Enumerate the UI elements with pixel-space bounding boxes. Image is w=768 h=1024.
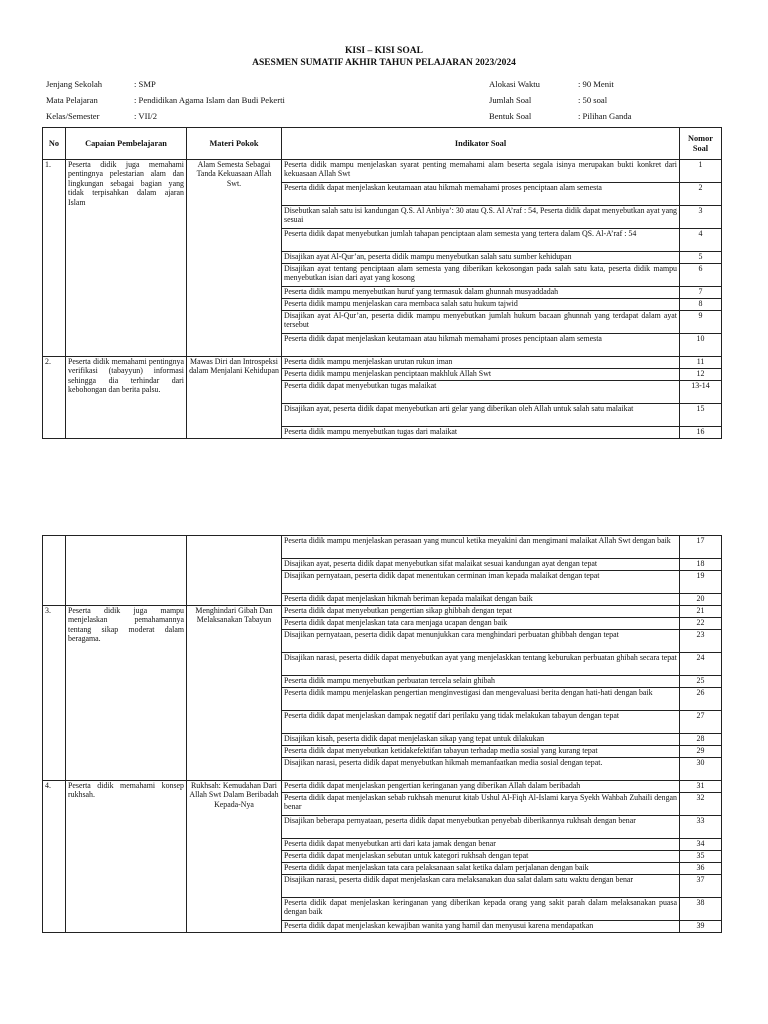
nomor-cell: 38	[680, 898, 722, 921]
indikator-cell: Peserta didik dapat menjelaskan sebab rukhsah menurut kitab Ushul Al-Fiqh Al-Islami karya Syekh Wahbah Zuhaili dengan benar	[282, 793, 680, 816]
capaian-cell	[66, 536, 187, 606]
page-1	[0, 0, 768, 470]
kisi-table-page-1	[42, 127, 722, 439]
meta-row	[46, 108, 446, 124]
indikator-cell: Peserta didik mampu menjelaskan perasaan yang muncul ketika meyakini dan mengimani malaikat Allah Swt dengan baik	[282, 536, 680, 559]
nomor-cell: 1	[680, 160, 722, 183]
header-capaian: Capaian Pembelajaran	[66, 128, 187, 160]
indikator-cell: Disajikan ayat Al-Qur’an, peserta didik mampu menyebutkan jumlah hukum bacaan ghunnah yang terdapat dalam ayat tersebut	[282, 311, 680, 334]
indikator-cell: Peserta didik dapat menjelaskan kewajiban wanita yang hamil dan menyusui karena mendapatkan	[282, 921, 680, 933]
nomor-cell: 26	[680, 688, 722, 711]
nomor-cell: 30	[680, 758, 722, 781]
nomor-cell: 37	[680, 875, 722, 898]
indikator-cell: Peserta didik dapat menyebutkan jumlah tahapan penciptaan alam semesta yang tertera dalam QS. Al-A’raf : 54	[282, 229, 680, 252]
nomor-cell: 25	[680, 676, 722, 688]
materi-cell: Menghindari Gibah Dan Melaksanakan Tabayun	[187, 606, 282, 781]
materi-cell	[187, 536, 282, 606]
meta-left	[46, 76, 446, 124]
nomor-cell: 10	[680, 334, 722, 357]
indikator-cell: Disajikan kisah, peserta didik dapat menjelaskan sikap yang tepat untuk dilakukan	[282, 734, 680, 746]
nomor-cell: 13-14	[680, 381, 722, 404]
indikator-cell: Disajikan narasi, peserta didik dapat menyebutkan hikmah memanfaatkan media sosial dengan tepat.	[282, 758, 680, 781]
header-indikator: Indikator Soal	[282, 128, 680, 160]
meta-label: Alokasi Waktu	[489, 79, 540, 89]
nomor-cell: 22	[680, 618, 722, 630]
nomor-cell: 20	[680, 594, 722, 606]
table-header-row	[43, 128, 722, 160]
indikator-cell: Disajikan ayat, peserta didik dapat menyebutkan arti gelar yang diberikan oleh Allah untuk salah satu malaikat	[282, 404, 680, 427]
page-2	[0, 500, 768, 1024]
indikator-cell: Peserta didik dapat menjelaskan keringanan yang diberikan kepada orang yang sakit parah dalam melaksanakan puasa dengan baik	[282, 898, 680, 921]
header-nomor: Nomor Soal	[680, 128, 722, 160]
indikator-cell: Disajikan ayat Al-Qur’an, peserta didik mampu menyebutkan salah satu sumber kehidupan	[282, 252, 680, 264]
nomor-cell: 27	[680, 711, 722, 734]
indikator-cell: Disajikan narasi, peserta didik dapat menjelaskan cara melaksanakan dua salat dalam satu waktu dengan benar	[282, 875, 680, 898]
indikator-cell: Peserta didik mampu menyebutkan tugas dari malaikat	[282, 427, 680, 439]
indikator-cell: Peserta didik dapat menjelaskan tata cara pelaksanaan salat ketika dalam perjalanan dengan baik	[282, 863, 680, 875]
indikator-cell: Peserta didik dapat menyebutkan pengertian sikap ghibbah dengan tepat	[282, 606, 680, 618]
row-number: 1.	[43, 160, 66, 357]
nomor-cell: 4	[680, 229, 722, 252]
meta-row	[46, 92, 446, 108]
meta-label: Kelas/Semester	[46, 111, 100, 121]
meta-label: Bentuk Soal	[489, 111, 532, 121]
indikator-cell: Disajikan beberapa pernyataan, peserta didik dapat menyebutkan penyebab diberikannya rukhsah dengan benar	[282, 816, 680, 839]
document-subtitle: ASESMEN SUMATIF AKHIR TAHUN PELAJARAN 2023/2024	[252, 58, 516, 68]
indikator-cell: Disajikan pernyataan, peserta didik dapat menentukan cerminan iman kepada malaikat dengan tepat	[282, 571, 680, 594]
meta-row	[489, 108, 719, 124]
nomor-cell: 35	[680, 851, 722, 863]
capaian-cell: Peserta didik juga memahami pentingnya pelestarian alam dan lingkungan sebagai bagian yang tidak terpisahkan dalam ajaran Islam	[66, 160, 187, 357]
table-body	[43, 536, 722, 933]
meta-label: Jenjang Sekolah	[46, 79, 103, 89]
nomor-cell: 7	[680, 287, 722, 299]
indikator-cell: Disajikan narasi, peserta didik dapat menyebutkan ayat yang menjelaskkan tentang keburukan perbuatan ghibah secara tepat	[282, 653, 680, 676]
meta-value: : VII/2	[134, 111, 157, 121]
indikator-cell: Peserta didik dapat menyebutkan ketidakefektifan tabayun terhadap media sosial yang kurang tepat	[282, 746, 680, 758]
indikator-cell: Peserta didik dapat menjelaskan keutamaan atau hikmah memahami proses penciptaan alam semesta	[282, 183, 680, 206]
table-body	[43, 160, 722, 439]
nomor-cell: 39	[680, 921, 722, 933]
table-row	[43, 357, 722, 369]
nomor-cell: 16	[680, 427, 722, 439]
kisi-table-page-2	[42, 535, 722, 933]
row-number: 3.	[43, 606, 66, 781]
indikator-cell: Peserta didik dapat menjelaskan keutamaan atau hikmah memahami proses penciptaan alam semesta	[282, 334, 680, 357]
nomor-cell: 29	[680, 746, 722, 758]
nomor-cell: 19	[680, 571, 722, 594]
nomor-cell: 33	[680, 816, 722, 839]
nomor-cell: 9	[680, 311, 722, 334]
header-no: No	[43, 128, 66, 160]
nomor-cell: 28	[680, 734, 722, 746]
nomor-cell: 21	[680, 606, 722, 618]
header-materi: Materi Pokok	[187, 128, 282, 160]
nomor-cell: 17	[680, 536, 722, 559]
materi-cell: Rukhsah: Kemudahan Dari Allah Swt Dalam Beribadah Kepada-Nya	[187, 781, 282, 933]
nomor-cell: 32	[680, 793, 722, 816]
materi-cell: Alam Semesta Sebagai Tanda Kekuasaan Allah Swt.	[187, 160, 282, 357]
document-title: KISI – KISI SOAL	[345, 46, 423, 56]
nomor-cell: 6	[680, 264, 722, 287]
indikator-cell: Peserta didik dapat menjelaskan sebutan untuk kategori rukhsah dengan tepat	[282, 851, 680, 863]
nomor-cell: 8	[680, 299, 722, 311]
meta-value: : Pendidikan Agama Islam dan Budi Pekerti	[134, 95, 285, 105]
meta-value: : 90 Menit	[578, 79, 614, 89]
nomor-cell: 5	[680, 252, 722, 264]
table-row	[43, 536, 722, 559]
nomor-cell: 23	[680, 630, 722, 653]
capaian-cell: Peserta didik juga mampu menjelaskan pemahamannya tentang sikap moderat dalam beragama.	[66, 606, 187, 781]
table-row	[43, 160, 722, 183]
nomor-cell: 31	[680, 781, 722, 793]
meta-label: Mata Pelajaran	[46, 95, 98, 105]
indikator-cell: Peserta didik mampu menjelaskan cara membaca salah satu hukum tajwid	[282, 299, 680, 311]
meta-row	[489, 76, 719, 92]
nomor-cell: 3	[680, 206, 722, 229]
table-row	[43, 606, 722, 618]
row-number	[43, 536, 66, 606]
nomor-cell: 11	[680, 357, 722, 369]
indikator-cell: Peserta didik dapat menyebutkan tugas malaikat	[282, 381, 680, 404]
row-number: 2.	[43, 357, 66, 439]
capaian-cell: Peserta didik memahami konsep rukhsah.	[66, 781, 187, 933]
nomor-cell: 36	[680, 863, 722, 875]
indikator-cell: Peserta didik mampu menjelaskan syarat penting memahami alam beserta segala isinya merupakan bukti konkret dari kekuasaan Allah Swt	[282, 160, 680, 183]
indikator-cell: Disebutkan salah satu isi kandungan Q.S. Al Anbiya’: 30 atau Q.S. Al A’raf : 54, Peserta didik dapat menyebutkan ayat yang sesuai	[282, 206, 680, 229]
meta-right	[489, 76, 719, 124]
meta-row	[489, 92, 719, 108]
nomor-cell: 2	[680, 183, 722, 206]
meta-value: : 50 soal	[578, 95, 608, 105]
indikator-cell: Peserta didik mampu menjelaskan urutan rukun iman	[282, 357, 680, 369]
capaian-cell: Peserta didik memahami pentingnya verifikasi (tabayyun) informasi sehingga dia terhindar dari kebohongan dan berita palsu.	[66, 357, 187, 439]
row-number: 4.	[43, 781, 66, 933]
meta-label: Jumlah Soal	[489, 95, 532, 105]
meta-value: : Pilihan Ganda	[578, 111, 632, 121]
nomor-cell: 12	[680, 369, 722, 381]
indikator-cell: Disajikan pernyataan, peserta didik dapat menunjukkan cara menghindari perbuatan ghibbah dengan tepat	[282, 630, 680, 653]
meta-value: : SMP	[134, 79, 156, 89]
table-row	[43, 781, 722, 793]
indikator-cell: Peserta didik dapat menjelaskan hikmah beriman kepada malaikat dengan baik	[282, 594, 680, 606]
indikator-cell: Peserta didik dapat menjelaskan tata cara menjaga ucapan dengan baik	[282, 618, 680, 630]
indikator-cell: Peserta didik dapat menjelaskan dampak negatif dari perilaku yang tidak melakukan tabayun dengan tepat	[282, 711, 680, 734]
indikator-cell: Disajikan ayat tentang penciptaan alam semesta yang diberikan kekosongan pada salah satu kata, peserta didik mampu menyebutkan isian dari ayat yang kosong	[282, 264, 680, 287]
nomor-cell: 15	[680, 404, 722, 427]
nomor-cell: 34	[680, 839, 722, 851]
indikator-cell: Peserta didik dapat menjelaskan pengertian keringanan yang diberikan Allah dalam beribadah	[282, 781, 680, 793]
nomor-cell: 24	[680, 653, 722, 676]
page-gap	[0, 470, 768, 500]
indikator-cell: Peserta didik mampu menyebutkan huruf yang termasuk dalam ghunnah musyaddadah	[282, 287, 680, 299]
materi-cell: Mawas Diri dan Introspeksi dalam Menjalani Kehidupan	[187, 357, 282, 439]
indikator-cell: Peserta didik mampu menjelaskan penciptaan makhluk Allah Swt	[282, 369, 680, 381]
indikator-cell: Peserta didik mampu menjelaskan pengertian menginvestigasi dan mengevaluasi berita dengan hati-hati dengan baik	[282, 688, 680, 711]
nomor-cell: 18	[680, 559, 722, 571]
indikator-cell: Disajikan ayat, peserta didik dapat menyebutkan sifat malaikat sesuai kandungan ayat dengan tepat	[282, 559, 680, 571]
indikator-cell: Peserta didik mampu menyebutkan perbuatan tercela selain ghibah	[282, 676, 680, 688]
meta-row	[46, 76, 446, 92]
indikator-cell: Peserta didik dapat menyebutkan arti dari kata jamak dengan benar	[282, 839, 680, 851]
